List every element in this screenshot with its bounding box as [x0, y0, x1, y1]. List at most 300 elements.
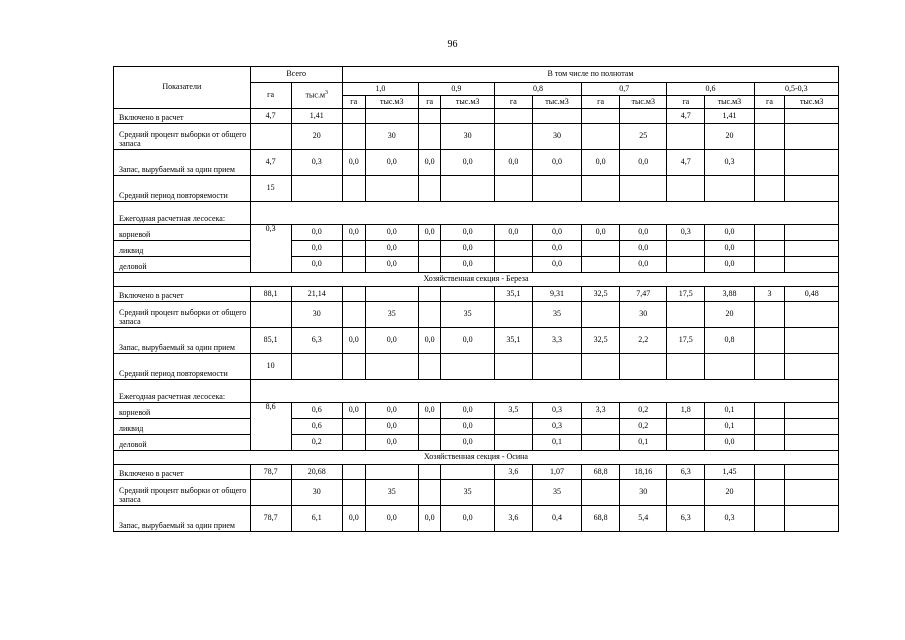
table-cell: [754, 302, 785, 328]
table-cell: 32,5: [582, 287, 620, 302]
header-total: Всего: [250, 67, 342, 83]
table-cell: [365, 465, 418, 480]
table-cell: 0,0: [532, 257, 581, 273]
table-cell: [667, 354, 705, 380]
table-cell: 0,0: [441, 225, 494, 241]
table-cell: [785, 124, 839, 150]
table-row: [114, 354, 839, 380]
table-row: [114, 257, 839, 273]
table-cell: 0,0: [532, 241, 581, 257]
row-label: Ежегодная расчетная лесосека:: [114, 380, 251, 403]
table-cell: 0,0: [441, 419, 494, 435]
table-row: [114, 419, 839, 435]
table-cell: 0,0: [441, 150, 494, 176]
table-cell: [754, 150, 785, 176]
row-label: Включено в расчет: [114, 287, 251, 302]
table-cell: 1,8: [667, 403, 705, 419]
table-cell: [785, 465, 839, 480]
table-cell: 68,8: [582, 465, 620, 480]
density-header: 0,5-0,3: [754, 83, 838, 96]
table-cell: 0,0: [441, 257, 494, 273]
table-cell: 30: [291, 302, 342, 328]
table-cell: [754, 435, 785, 451]
table-cell: 4,7: [667, 150, 705, 176]
table-cell: [291, 176, 342, 202]
table-cell: 0,0: [365, 435, 418, 451]
table-cell: [582, 419, 620, 435]
table-cell: 0,0: [705, 225, 754, 241]
table-cell: [582, 302, 620, 328]
table-cell: [441, 109, 494, 124]
table-cell: [667, 257, 705, 273]
table-cell: 6,1: [291, 506, 342, 532]
table-cell: [754, 354, 785, 380]
table-cell: 35: [441, 480, 494, 506]
table-cell: [418, 241, 441, 257]
table-cell: [754, 109, 785, 124]
table-cell: 0,0: [342, 328, 365, 354]
density-header: 0,8: [494, 83, 581, 96]
table-cell: 6,3: [291, 328, 342, 354]
row-label: деловой: [114, 435, 251, 451]
table-cell: 20,68: [291, 465, 342, 480]
table-row: [114, 328, 839, 354]
table-cell: [785, 302, 839, 328]
table-cell: 18,16: [620, 465, 667, 480]
table-cell: 8,6: [250, 403, 291, 451]
table-cell: [785, 150, 839, 176]
table-cell: 0,0: [342, 225, 365, 241]
table-cell: [494, 354, 532, 380]
header-by-density: В том числе по полнотам: [342, 67, 838, 83]
table-cell: [418, 176, 441, 202]
table-cell: 88,1: [250, 287, 291, 302]
table-cell: 20: [705, 302, 754, 328]
table-cell: [785, 354, 839, 380]
table-cell: [494, 419, 532, 435]
table-cell: [494, 302, 532, 328]
table-row: [114, 202, 839, 225]
table-cell: 3,88: [705, 287, 754, 302]
subheader-m3: тыс.м3: [620, 96, 667, 109]
table-cell: [342, 109, 365, 124]
table-cell: [705, 354, 754, 380]
table-cell: 6,3: [667, 506, 705, 532]
table-cell: [582, 435, 620, 451]
row-label: Средний период повторяемости: [114, 354, 251, 380]
table-cell: [365, 109, 418, 124]
table-cell: [250, 202, 838, 225]
table-cell: 0,0: [365, 328, 418, 354]
table-cell: [418, 480, 441, 506]
table-row: [114, 241, 839, 257]
table-cell: [418, 302, 441, 328]
table-cell: [754, 328, 785, 354]
subheader-ha: га: [582, 96, 620, 109]
table-row: [114, 124, 839, 150]
table-cell: 0,0: [582, 150, 620, 176]
table-cell: 21,14: [291, 287, 342, 302]
subheader-m3: тыс.м3: [705, 96, 754, 109]
table-row: [114, 435, 839, 451]
table-cell: 0,0: [532, 225, 581, 241]
table-cell: 35: [365, 480, 418, 506]
table-cell: 4,7: [667, 109, 705, 124]
table-row: [114, 465, 839, 480]
table-cell: 0,3: [532, 403, 581, 419]
table-cell: [785, 241, 839, 257]
table-cell: [342, 302, 365, 328]
row-label: корневой: [114, 225, 251, 241]
table-cell: 35: [441, 302, 494, 328]
table-cell: [342, 465, 365, 480]
table-cell: 0,0: [494, 225, 532, 241]
table-cell: 0,0: [620, 257, 667, 273]
row-label: Включено в расчет: [114, 109, 251, 124]
table-cell: [754, 465, 785, 480]
table-cell: [754, 403, 785, 419]
table-row: [114, 109, 839, 124]
table-cell: 0,3: [705, 150, 754, 176]
table-cell: [667, 176, 705, 202]
table-cell: 15: [250, 176, 291, 202]
table-cell: [250, 480, 291, 506]
table-cell: [620, 354, 667, 380]
table-cell: 4,7: [250, 150, 291, 176]
table-row: [114, 480, 839, 506]
table-cell: [785, 403, 839, 419]
table-row: [114, 506, 839, 532]
table-cell: [785, 225, 839, 241]
header-total-ha: га: [250, 83, 291, 109]
table-cell: 0,0: [441, 328, 494, 354]
table-cell: [365, 176, 418, 202]
table-cell: [342, 257, 365, 273]
table-cell: [667, 302, 705, 328]
table-cell: 0,0: [582, 225, 620, 241]
table-row: [114, 273, 839, 287]
row-label: Запас, вырубаемый за один прием: [114, 506, 251, 532]
table-cell: 0,0: [705, 241, 754, 257]
table-cell: 0,0: [365, 419, 418, 435]
subheader-m3: тыс.м3: [532, 96, 581, 109]
density-header: 1,0: [342, 83, 418, 96]
table-cell: [418, 124, 441, 150]
table-cell: 1,45: [705, 465, 754, 480]
table-cell: [342, 419, 365, 435]
table-cell: [418, 287, 441, 302]
table-cell: [754, 241, 785, 257]
table-cell: [494, 241, 532, 257]
table-cell: 0,3: [291, 150, 342, 176]
table-cell: 0,0: [705, 257, 754, 273]
table-cell: 32,5: [582, 328, 620, 354]
density-header: 0,7: [582, 83, 667, 96]
table-cell: 0,0: [291, 225, 342, 241]
table-cell: 0,4: [532, 506, 581, 532]
table-cell: [785, 435, 839, 451]
table-cell: [582, 480, 620, 506]
header-indicators: Показатели: [114, 67, 251, 109]
table-cell: 7,47: [620, 287, 667, 302]
table-cell: [532, 176, 581, 202]
table-cell: [250, 302, 291, 328]
table-cell: 0,1: [705, 419, 754, 435]
table-cell: [667, 435, 705, 451]
table-cell: 1,07: [532, 465, 581, 480]
table-cell: [754, 176, 785, 202]
table-cell: 78,7: [250, 465, 291, 480]
table-cell: [754, 419, 785, 435]
table-cell: [342, 124, 365, 150]
table-cell: [441, 465, 494, 480]
row-label: Включено в расчет: [114, 465, 251, 480]
table-cell: 3,3: [532, 328, 581, 354]
table-cell: 30: [291, 480, 342, 506]
table-cell: [785, 506, 839, 532]
table-cell: 0,0: [365, 225, 418, 241]
table-cell: [441, 176, 494, 202]
table-cell: 17,5: [667, 287, 705, 302]
table-cell: 0,0: [365, 257, 418, 273]
table-cell: 6,3: [667, 465, 705, 480]
table-cell: 0,0: [441, 435, 494, 451]
table-cell: 0,0: [365, 403, 418, 419]
table-cell: 0,0: [342, 403, 365, 419]
table-cell: 0,0: [291, 257, 342, 273]
row-label: Средний процент выборки от общего запаса: [114, 302, 251, 328]
row-label: Ежегодная расчетная лесосека:: [114, 202, 251, 225]
table-cell: [342, 480, 365, 506]
table-cell: [582, 241, 620, 257]
table-cell: [494, 109, 532, 124]
table-cell: 0,0: [620, 150, 667, 176]
table-cell: 0,0: [441, 506, 494, 532]
table-row: [114, 302, 839, 328]
table-cell: [667, 419, 705, 435]
table-cell: 35,1: [494, 287, 532, 302]
table-row: [114, 150, 839, 176]
row-label: ликвид: [114, 419, 251, 435]
table-cell: [785, 480, 839, 506]
subheader-ha: га: [418, 96, 441, 109]
row-label: ликвид: [114, 241, 251, 257]
table-cell: 10: [250, 354, 291, 380]
table-cell: 20: [705, 124, 754, 150]
table-cell: [582, 124, 620, 150]
table-cell: 68,8: [582, 506, 620, 532]
table-cell: 0,0: [418, 150, 441, 176]
table-cell: [754, 506, 785, 532]
table-cell: [620, 176, 667, 202]
table-cell: 3: [754, 287, 785, 302]
table-cell: 0,0: [532, 150, 581, 176]
table-cell: 0,0: [342, 150, 365, 176]
table-cell: 17,5: [667, 328, 705, 354]
subheader-ha: га: [342, 96, 365, 109]
row-label: Запас, вырубаемый за один прием: [114, 150, 251, 176]
table-cell: [250, 124, 291, 150]
density-header: 0,9: [418, 83, 494, 96]
table-cell: 30: [620, 302, 667, 328]
table-cell: 35: [532, 302, 581, 328]
table-cell: 4,7: [250, 109, 291, 124]
table-cell: [785, 328, 839, 354]
table-cell: 0,3: [667, 225, 705, 241]
table-cell: 0,0: [365, 506, 418, 532]
table-cell: 0,0: [441, 241, 494, 257]
table-cell: [342, 354, 365, 380]
table-row: [114, 380, 839, 403]
table-cell: [582, 354, 620, 380]
table-cell: [342, 176, 365, 202]
table-cell: 2,2: [620, 328, 667, 354]
table-cell: 0,0: [418, 403, 441, 419]
table-cell: 0,0: [342, 506, 365, 532]
table-cell: [418, 435, 441, 451]
table-cell: 5,4: [620, 506, 667, 532]
table-cell: 1,41: [291, 109, 342, 124]
table-cell: [441, 354, 494, 380]
table-cell: [582, 176, 620, 202]
subheader-ha: га: [494, 96, 532, 109]
table-cell: 0,0: [291, 241, 342, 257]
table-cell: [785, 109, 839, 124]
table-cell: 35: [365, 302, 418, 328]
table-cell: [418, 354, 441, 380]
table-cell: [754, 124, 785, 150]
table-cell: 35,1: [494, 328, 532, 354]
table-cell: 20: [291, 124, 342, 150]
table-cell: 0,2: [291, 435, 342, 451]
row-label: Средний процент выборки от общего запаса: [114, 480, 251, 506]
table-cell: 0,0: [418, 506, 441, 532]
table-cell: 0,0: [418, 225, 441, 241]
table-cell: 3,3: [582, 403, 620, 419]
table-cell: 0,2: [620, 419, 667, 435]
table-cell: 30: [620, 480, 667, 506]
table-cell: [494, 124, 532, 150]
table-cell: [582, 257, 620, 273]
table-cell: [291, 354, 342, 380]
row-label: деловой: [114, 257, 251, 273]
table-cell: 85,1: [250, 328, 291, 354]
table-cell: 20: [705, 480, 754, 506]
subheader-ha: га: [754, 96, 785, 109]
table-cell: [754, 257, 785, 273]
table-cell: 0,1: [532, 435, 581, 451]
subheader-ha: га: [667, 96, 705, 109]
table-cell: [494, 480, 532, 506]
table-cell: 3,6: [494, 506, 532, 532]
table-cell: [342, 287, 365, 302]
table-cell: 3,6: [494, 465, 532, 480]
table-cell: [705, 176, 754, 202]
table-cell: [785, 257, 839, 273]
page-number: 96: [447, 39, 458, 50]
table-cell: [250, 380, 838, 403]
table-cell: [532, 354, 581, 380]
table-cell: 0,0: [494, 150, 532, 176]
table-cell: [418, 257, 441, 273]
table-cell: 78,7: [250, 506, 291, 532]
subheader-m3: тыс.м3: [785, 96, 839, 109]
table-cell: [365, 354, 418, 380]
table-cell: 0,0: [441, 403, 494, 419]
table-cell: [342, 435, 365, 451]
table-cell: 0,3: [250, 225, 291, 273]
table-cell: 0,6: [291, 419, 342, 435]
table-row: [114, 403, 839, 419]
table-cell: 0,0: [365, 241, 418, 257]
felling-table: [113, 66, 839, 532]
row-label: Средний процент выборки от общего запаса: [114, 124, 251, 150]
table-cell: [667, 124, 705, 150]
table-cell: 0,0: [620, 225, 667, 241]
table-cell: 0,0: [620, 241, 667, 257]
table-row: [114, 451, 839, 465]
subheader-m3: тыс.м3: [441, 96, 494, 109]
table-row: [114, 225, 839, 241]
table-cell: [365, 287, 418, 302]
header-total-m3: $тыс.м^3$: [291, 83, 342, 109]
table-cell: [494, 176, 532, 202]
section-title: Хозяйственная секция - Береза: [114, 273, 839, 287]
subheader-m3: тыс.м3: [365, 96, 418, 109]
table-cell: 0,48: [785, 287, 839, 302]
table-cell: 0,1: [620, 435, 667, 451]
table-cell: [441, 287, 494, 302]
table-cell: 0,0: [705, 435, 754, 451]
table-row: [114, 287, 839, 302]
table-cell: 30: [365, 124, 418, 150]
table-cell: 0,0: [365, 150, 418, 176]
table-cell: [532, 109, 581, 124]
density-header: 0,6: [667, 83, 754, 96]
table-cell: [418, 465, 441, 480]
table-cell: 25: [620, 124, 667, 150]
table-cell: [754, 480, 785, 506]
table-cell: [667, 480, 705, 506]
table-cell: [418, 419, 441, 435]
table-cell: 30: [441, 124, 494, 150]
table-cell: [582, 109, 620, 124]
table-cell: 0,8: [705, 328, 754, 354]
table-cell: 35: [532, 480, 581, 506]
table-cell: 0,0: [418, 328, 441, 354]
row-label: Средний период повторяемости: [114, 176, 251, 202]
table-cell: [754, 225, 785, 241]
table-cell: 0,1: [705, 403, 754, 419]
table-cell: [494, 257, 532, 273]
table-cell: [342, 241, 365, 257]
table-cell: 0,3: [705, 506, 754, 532]
table-cell: 3,5: [494, 403, 532, 419]
row-label: Запас, вырубаемый за один прием: [114, 328, 251, 354]
table-cell: [418, 109, 441, 124]
row-label: корневой: [114, 403, 251, 419]
table-cell: [494, 435, 532, 451]
table-cell: 9,31: [532, 287, 581, 302]
table-cell: [785, 419, 839, 435]
table-row: [114, 176, 839, 202]
table-cell: 0,6: [291, 403, 342, 419]
table-cell: 1,41: [705, 109, 754, 124]
table-cell: 0,2: [620, 403, 667, 419]
table-cell: 0,3: [532, 419, 581, 435]
table-cell: [620, 109, 667, 124]
section-title: Хозяйственная секция - Осина: [114, 451, 839, 465]
